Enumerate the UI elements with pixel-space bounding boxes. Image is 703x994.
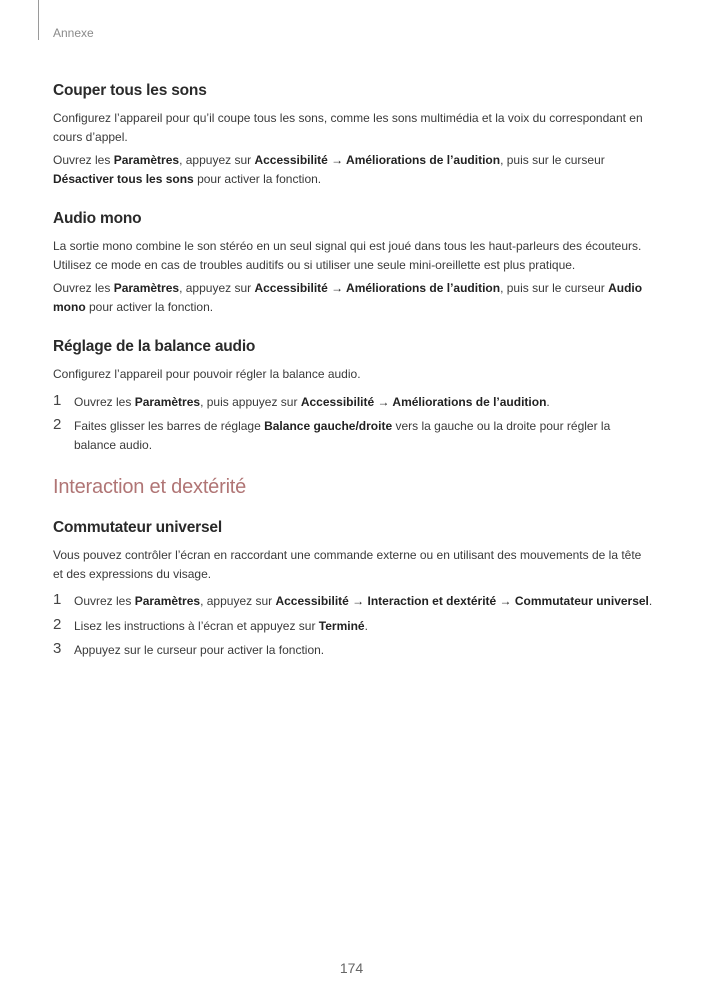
list-item xyxy=(53,641,653,660)
text-fragment: Ouvrez les xyxy=(53,281,114,295)
text-fragment: , appuyez sur xyxy=(200,594,276,608)
text-fragment: . xyxy=(546,394,550,409)
setting-name-balance: Balance gauche/droite xyxy=(264,419,393,433)
menu-path-parametres: Paramètres xyxy=(113,281,180,295)
paragraph-couper-instructions xyxy=(53,151,653,188)
menu-path-accessibilite: Accessibilité → Améliorations de l’audition xyxy=(254,153,501,167)
menu-path-parametres: Paramètres xyxy=(113,153,180,167)
menu-path-parametres: Paramètres xyxy=(134,594,201,608)
text-fragment: , appuyez sur xyxy=(179,281,255,295)
chapter-heading-interaction: Interaction et dextérité xyxy=(53,476,247,498)
step-number: 3 xyxy=(53,640,62,657)
heading-audio-mono: Audio mono xyxy=(53,210,142,227)
step-number: 1 xyxy=(53,391,62,409)
setting-name-audio-mono: Audio mono xyxy=(53,281,643,314)
heading-commutateur-universel: Commutateur universel xyxy=(53,519,222,536)
step-number: 2 xyxy=(53,416,62,433)
text-fragment: Lisez les instructions à l’écran et appuyez sur xyxy=(74,618,319,633)
paragraph-couper-description: Configurez l’appareil pour qu’il coupe tous les sons, comme les sons multimédia et la voix du correspondant en cours d’appel. xyxy=(53,111,643,144)
paragraph-mono-instructions xyxy=(53,279,653,316)
text-fragment: Ouvrez les xyxy=(74,594,135,608)
list-item xyxy=(53,393,653,412)
text-fragment: Appuyez sur le curseur pour activer la fonction. xyxy=(74,643,325,657)
list-item xyxy=(53,617,653,636)
page-content xyxy=(53,82,653,682)
list-item xyxy=(53,417,653,454)
section-label: Annexe xyxy=(53,26,94,40)
commutateur-steps-list xyxy=(53,592,653,660)
heading-couper-sons: Couper tous les sons xyxy=(53,82,207,99)
text-fragment: , puis sur le curseur xyxy=(500,153,605,167)
text-fragment: , puis appuyez sur xyxy=(200,394,301,409)
text-fragment: Ouvrez les xyxy=(53,153,114,167)
section-couper-sons xyxy=(53,82,653,188)
page-number: 174 xyxy=(339,960,364,976)
text-fragment: Faites glisser les barres de réglage xyxy=(74,419,265,433)
text-fragment: pour activer la fonction. xyxy=(85,299,214,314)
button-name-termine: Terminé xyxy=(318,618,365,633)
text-fragment: vers la gauche ou la droite pour régler la balance audio. xyxy=(74,419,611,452)
paragraph-balance-intro: Configurez l’appareil pour pouvoir régler la balance audio. xyxy=(53,367,361,381)
text-fragment: , appuyez sur xyxy=(179,153,255,167)
setting-name-desactiver: Désactiver tous les sons xyxy=(53,171,194,186)
text-fragment: . xyxy=(648,594,653,608)
section-audio-mono xyxy=(53,210,653,316)
list-item xyxy=(53,592,653,611)
step-number: 1 xyxy=(53,591,62,608)
menu-path-accessibilite: Accessibilité → Améliorations de l’audition xyxy=(254,281,501,295)
menu-path-accessibilite: Accessibilité → Améliorations de l’audition xyxy=(300,394,547,409)
step-number: 2 xyxy=(53,615,62,633)
text-fragment: , puis sur le curseur xyxy=(500,281,609,295)
text-fragment: Ouvrez les xyxy=(74,394,135,409)
text-fragment: . xyxy=(364,618,368,633)
section-commutateur-universel xyxy=(53,519,653,660)
paragraph-commutateur-intro: Vous pouvez contrôler l’écran en raccordant une commande externe ou en utilisant des mouvements de la tête et des expressions du visage. xyxy=(53,548,642,581)
menu-path-parametres: Paramètres xyxy=(134,394,201,409)
header-divider xyxy=(38,0,39,40)
text-fragment: pour activer la fonction. xyxy=(193,171,322,186)
section-balance-audio xyxy=(53,338,653,454)
menu-path-commutateur: Accessibilité → Interaction et dextérité → Commutateur universel xyxy=(275,594,649,608)
paragraph-mono-description: La sortie mono combine le son stéréo en un seul signal qui est joué dans tous les haut-parleurs des écouteurs. Utilisez ce mode en cas de troubles auditifs ou si utiliser une seule mini-oreillette est plus pratique. xyxy=(53,239,642,272)
heading-balance-audio: Réglage de la balance audio xyxy=(53,338,256,355)
balance-steps-list xyxy=(53,393,653,455)
